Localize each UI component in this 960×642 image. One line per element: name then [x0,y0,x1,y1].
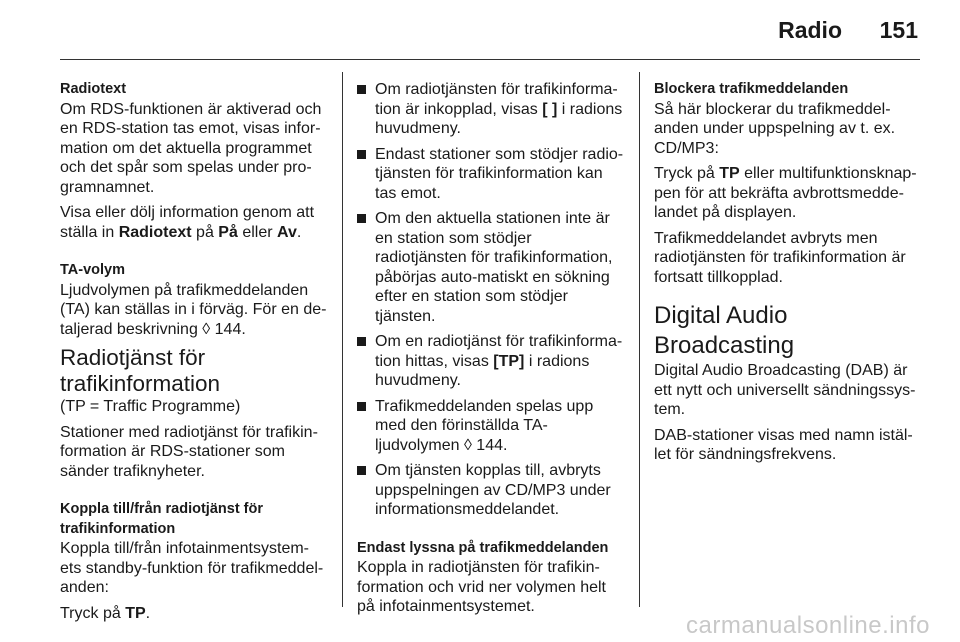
setting-name: Radiotext [118,223,192,241]
setting-off: Av [277,223,297,241]
tp-heading: Radiotjänst för trafikinformation [60,345,221,396]
text-run: . [296,223,302,241]
block-press [654,164,926,223]
radiotext-heading: Radiotext [60,81,127,97]
text-run: Ljudvolymen på trafikmeddelanden (TA) kan ställas in i förväg. För en de-taljerad beskrivning [60,281,327,338]
setting-on: På [218,223,238,241]
dab-heading: Digital Audio Broadcasting [654,302,795,359]
listen-body: Koppla in radiotjänsten för trafikin-formation och vrid ner volymen helt på infotainmentsystemet. [357,559,606,615]
text-run: i radions huvudmeny. [375,352,590,389]
block-heading: Blockera trafikmeddelanden [654,81,849,97]
page-reference-icon: ◊ [463,436,472,454]
list-item [357,80,625,139]
page-reference: 144. [214,320,246,338]
text-run: på [191,223,219,241]
toggle-press [60,604,328,624]
radiotext-show-paragraph [60,203,328,242]
toggle-body: Koppla till/från infotainmentsystem-ets standby-funktion för trafikmeddel-anden: [60,540,324,596]
page-header [0,0,960,60]
toggle-heading: Koppla till/från radiotjänst för trafikinformation [60,501,264,537]
tp-subheading: (TP = Traffic Programme) [60,398,241,415]
text-run: Tryck på [60,604,126,622]
page-reference-icon: ◊ [202,320,211,338]
column-divider-1 [342,72,343,607]
list-item [357,397,625,456]
column-1 [60,80,328,629]
tp-body: Stationer med radiotjänst för trafikin-formation är RDS-stationer som sänder trafiknyheter. [60,423,318,480]
watermark: carmanualsonline.info [686,612,930,639]
dab-body-1: Digital Audio Broadcasting (DAB) är ett nytt och universellt sändningssys-tem. [654,362,916,418]
header-divider [60,59,920,60]
text-run: . [145,604,151,622]
text-run: eller multifunktionsknap-pen för att bekräfta avbrottsmedde-landet på displayen. [654,165,917,221]
tp-symbol: [ ] [542,100,558,118]
column-2 [357,80,625,623]
ta-heading: TA-volym [60,262,125,278]
list-item [357,332,625,391]
text-run: Tryck på [654,165,720,182]
page-number: 151 [879,17,918,43]
radiotext-body: Om RDS-funktionen är aktiverad och en RDS-station tas emot, visas infor-mation om det aktuella programmet och det spår som spelas under pro-gramnamnet. [60,100,322,196]
block-note: Trafikmeddelandet avbryts men radiotjänsten för trafikinformation är fortsatt tillkopplad. [654,229,906,286]
tp-button-label: TP [125,604,146,622]
column-divider-2 [639,72,640,607]
text-run: Visa eller dölj information genom att ställa in [60,204,315,241]
text-run: eller [237,223,277,241]
ta-body [60,281,328,340]
dab-body-2: DAB-stationer visas med namn istäl-let för sändningsfrekvens. [654,426,913,463]
tp-symbol: [TP] [493,352,525,370]
list-item: Om den aktuella stationen inte är en station som stödjer radiotjänsten för trafikinformation, påbörjas auto-matiskt en sökning efter en station som stödjer tjänsten. [357,209,625,326]
list-item: Om tjänsten kopplas till, avbryts uppspelningen av CD/MP3 under informationsmeddelandet. [357,461,625,520]
tp-button-label: TP [719,165,740,182]
block-body: Så här blockerar du trafikmeddel-anden under uppspelning av t. ex. CD/MP3: [654,100,896,157]
listen-heading: Endast lyssna på trafikmeddelanden [357,539,609,556]
page-reference: 144. [476,436,508,454]
text-run: Om radiotjänsten för trafikinforma-tion är inkopplad, visas [375,81,618,118]
text-run: i radions huvudmeny. [375,100,623,137]
text-run: Om en radiotjänst för trafikinforma-tion hittas, visas [375,333,623,370]
text-run: Trafikmeddelanden spelas upp med den förinställda TA-ljudvolymen [375,397,594,454]
list-item: Endast stationer som stödjer radio-tjänsten för trafikinformation kan tas emot. [357,145,625,204]
column-3 [654,80,926,471]
page-title: Radio [778,17,842,43]
